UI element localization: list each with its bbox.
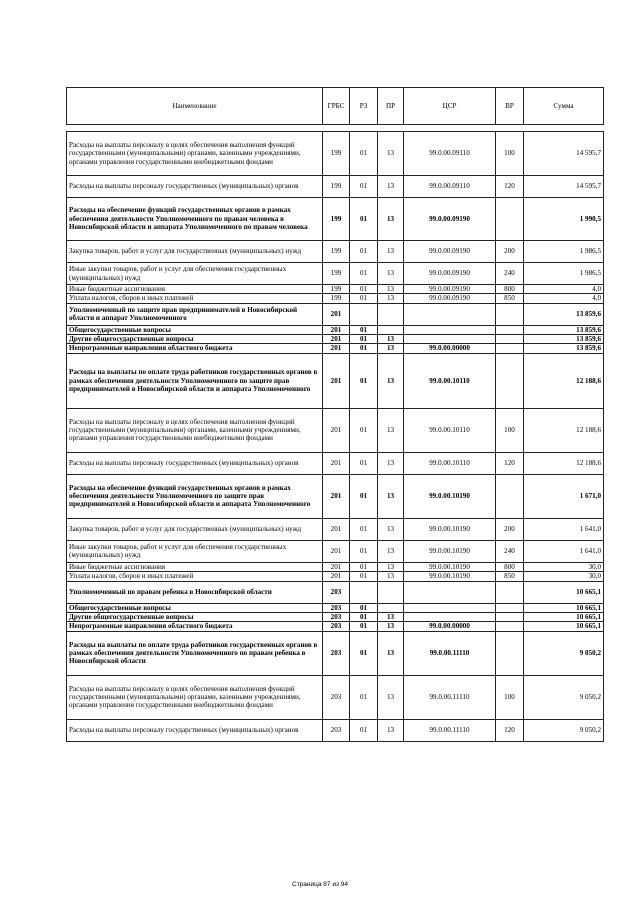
table-row bbox=[67, 241, 604, 263]
cell-rz: 01 bbox=[350, 353, 378, 408]
cell-vr: 800 bbox=[496, 285, 524, 294]
cell-name: Уполномоченный по правам ребенка в Новосибирской области bbox=[67, 581, 323, 603]
table-row bbox=[67, 719, 604, 741]
cell-name: Уплата налогов, сборов и иных платежей bbox=[67, 572, 323, 581]
cell-vr bbox=[496, 198, 524, 241]
cell-csr: 99.0.00.11110 bbox=[404, 719, 496, 741]
table-row bbox=[67, 325, 604, 334]
cell-pr: 13 bbox=[378, 353, 404, 408]
cell-csr: 99.0.00.09190 bbox=[404, 198, 496, 241]
cell-grbs: 201 bbox=[323, 408, 350, 452]
cell-sum: 1 641,0 bbox=[524, 540, 604, 562]
cell-rz: 01 bbox=[350, 408, 378, 452]
cell-grbs: 199 bbox=[323, 176, 350, 198]
cell-rz: 01 bbox=[350, 325, 378, 334]
table-row bbox=[67, 132, 604, 176]
cell-vr bbox=[496, 303, 524, 325]
cell-rz: 01 bbox=[350, 474, 378, 518]
header-grbs: ГРБС bbox=[323, 88, 350, 125]
cell-grbs: 199 bbox=[323, 263, 350, 285]
cell-pr: 13 bbox=[378, 474, 404, 518]
cell-grbs: 201 bbox=[323, 344, 350, 353]
cell-grbs: 201 bbox=[323, 562, 350, 571]
cell-rz: 01 bbox=[350, 719, 378, 741]
cell-csr: 99.0.00.09110 bbox=[404, 176, 496, 198]
cell-csr: 99.0.00.11110 bbox=[404, 675, 496, 719]
cell-name: Иные бюджетные ассигнования bbox=[67, 285, 323, 294]
cell-rz: 01 bbox=[350, 603, 378, 612]
cell-csr: 99.0.00.09190 bbox=[404, 294, 496, 303]
cell-rz: 01 bbox=[350, 631, 378, 675]
table-row bbox=[67, 474, 604, 518]
table-row bbox=[67, 518, 604, 540]
cell-csr: 99.0.00.09190 bbox=[404, 263, 496, 285]
cell-sum: 1 671,0 bbox=[524, 474, 604, 518]
cell-grbs: 199 bbox=[323, 241, 350, 263]
cell-csr: 99.0.00.10190 bbox=[404, 518, 496, 540]
cell-vr bbox=[496, 612, 524, 621]
cell-name: Расходы на выплаты персоналу государственных (муниципальных) органов bbox=[67, 719, 323, 741]
cell-csr: 99.0.00.10190 bbox=[404, 474, 496, 518]
table-row bbox=[67, 344, 604, 353]
cell-sum: 1 641,0 bbox=[524, 518, 604, 540]
cell-grbs: 203 bbox=[323, 581, 350, 603]
cell-sum: 12 188,6 bbox=[524, 353, 604, 408]
cell-sum: 12 188,6 bbox=[524, 452, 604, 474]
cell-pr: 13 bbox=[378, 408, 404, 452]
cell-name: Другие общегосударственные вопросы bbox=[67, 335, 323, 344]
cell-pr: 13 bbox=[378, 241, 404, 263]
cell-rz: 01 bbox=[350, 675, 378, 719]
cell-pr: 13 bbox=[378, 132, 404, 176]
cell-vr: 100 bbox=[496, 132, 524, 176]
cell-sum: 14 595,7 bbox=[524, 176, 604, 198]
cell-name: Другие общегосударственные вопросы bbox=[67, 612, 323, 621]
cell-rz: 01 bbox=[350, 572, 378, 581]
cell-sum: 13 859,6 bbox=[524, 344, 604, 353]
cell-csr bbox=[404, 335, 496, 344]
cell-name: Расходы на выплаты персоналу государственных (муниципальных) органов bbox=[67, 176, 323, 198]
header-name: Наименование bbox=[67, 88, 323, 125]
cell-pr: 13 bbox=[378, 631, 404, 675]
cell-sum: 14 595,7 bbox=[524, 132, 604, 176]
cell-csr bbox=[404, 581, 496, 603]
cell-pr: 13 bbox=[378, 176, 404, 198]
cell-rz: 01 bbox=[350, 176, 378, 198]
cell-rz: 01 bbox=[350, 335, 378, 344]
cell-rz bbox=[350, 581, 378, 603]
cell-pr bbox=[378, 303, 404, 325]
cell-vr: 200 bbox=[496, 241, 524, 263]
page-footer: Страница 87 из 94 bbox=[292, 881, 348, 888]
cell-name: Расходы на выплаты персоналу в целях обеспечения выполнения функций государственными (муниципальными) органами, казенными учреждениями, органами управления государственными внебюджетными фондами bbox=[67, 675, 323, 719]
header-sum: Сумма bbox=[524, 88, 604, 125]
cell-grbs: 201 bbox=[323, 572, 350, 581]
cell-name: Общегосударственные вопросы bbox=[67, 325, 323, 334]
cell-sum: 1 986,5 bbox=[524, 241, 604, 263]
cell-csr: 99.0.00.09110 bbox=[404, 132, 496, 176]
table-row bbox=[67, 675, 604, 719]
table-row bbox=[67, 581, 604, 603]
cell-name: Иные бюджетные ассигнования bbox=[67, 562, 323, 571]
cell-vr: 120 bbox=[496, 719, 524, 741]
cell-sum: 1 990,5 bbox=[524, 198, 604, 241]
cell-rz: 01 bbox=[350, 344, 378, 353]
cell-name: Иные закупки товаров, работ и услуг для обеспечения государственных (муниципальных) нужд bbox=[67, 540, 323, 562]
cell-pr: 13 bbox=[378, 335, 404, 344]
cell-sum: 12 188,6 bbox=[524, 408, 604, 452]
cell-pr: 13 bbox=[378, 572, 404, 581]
table-row bbox=[67, 335, 604, 344]
cell-vr bbox=[496, 325, 524, 334]
cell-grbs: 203 bbox=[323, 675, 350, 719]
cell-rz: 01 bbox=[350, 263, 378, 285]
cell-pr: 13 bbox=[378, 294, 404, 303]
cell-csr: 99.0.00.09190 bbox=[404, 285, 496, 294]
table-row bbox=[67, 562, 604, 571]
cell-name: Расходы на выплаты по оплате труда работников государственных органов в рамках обеспечения деятельности Уполномоченного по защите прав предпринимателей в Новосибирской области и аппарата Уполномоченного bbox=[67, 353, 323, 408]
cell-rz: 01 bbox=[350, 241, 378, 263]
cell-pr bbox=[378, 603, 404, 612]
cell-pr: 13 bbox=[378, 622, 404, 631]
cell-csr: 99.0.00.10110 bbox=[404, 353, 496, 408]
cell-grbs: 199 bbox=[323, 294, 350, 303]
cell-pr: 13 bbox=[378, 344, 404, 353]
cell-grbs: 199 bbox=[323, 285, 350, 294]
cell-vr: 100 bbox=[496, 408, 524, 452]
header-rz: РЗ bbox=[350, 88, 378, 125]
cell-rz bbox=[350, 303, 378, 325]
cell-sum: 13 859,6 bbox=[524, 303, 604, 325]
cell-vr bbox=[496, 581, 524, 603]
cell-vr: 240 bbox=[496, 263, 524, 285]
cell-pr bbox=[378, 325, 404, 334]
cell-csr bbox=[404, 303, 496, 325]
cell-vr bbox=[496, 603, 524, 612]
header-gap-row bbox=[67, 125, 604, 132]
header-vr: ВР bbox=[496, 88, 524, 125]
cell-grbs: 203 bbox=[323, 612, 350, 621]
cell-name: Закупка товаров, работ и услуг для государственных (муниципальных) нужд bbox=[67, 241, 323, 263]
table-row bbox=[67, 353, 604, 408]
cell-rz: 01 bbox=[350, 294, 378, 303]
cell-vr: 100 bbox=[496, 675, 524, 719]
cell-csr bbox=[404, 325, 496, 334]
cell-name: Уплата налогов, сборов и иных платежей bbox=[67, 294, 323, 303]
cell-name: Расходы на выплаты по оплате труда работников государственных органов в рамках обеспечения деятельности Уполномоченного по правам ребенка в Новосибирской области bbox=[67, 631, 323, 675]
table-row bbox=[67, 631, 604, 675]
cell-grbs: 201 bbox=[323, 353, 350, 408]
cell-rz: 01 bbox=[350, 452, 378, 474]
cell-csr bbox=[404, 612, 496, 621]
cell-name: Расходы на обеспечение функций государственных органов в рамках обеспечения деятельности Уполномоченного по защите прав предпринимателей в Новосибирской области и аппарата Уполномоченного bbox=[67, 474, 323, 518]
cell-name: Расходы на обеспечение функций государственных органов в рамках обеспечения деятельности Уполномоченного по правам человека в Новосибирской области и аппарата Уполномоченного по правам человека bbox=[67, 198, 323, 241]
cell-pr bbox=[378, 581, 404, 603]
cell-vr bbox=[496, 631, 524, 675]
cell-csr bbox=[404, 603, 496, 612]
cell-sum: 9 050,2 bbox=[524, 631, 604, 675]
cell-pr: 13 bbox=[378, 518, 404, 540]
cell-csr: 99.0.00.10190 bbox=[404, 540, 496, 562]
table-header-row bbox=[67, 88, 604, 125]
table-row bbox=[67, 572, 604, 581]
cell-sum: 10 665,1 bbox=[524, 622, 604, 631]
table-row bbox=[67, 294, 604, 303]
cell-vr bbox=[496, 344, 524, 353]
cell-vr bbox=[496, 353, 524, 408]
cell-name: Расходы на выплаты персоналу государственных (муниципальных) органов bbox=[67, 452, 323, 474]
cell-rz: 01 bbox=[350, 562, 378, 571]
cell-csr: 99.0.00.00000 bbox=[404, 622, 496, 631]
cell-vr bbox=[496, 622, 524, 631]
cell-grbs: 201 bbox=[323, 518, 350, 540]
cell-rz: 01 bbox=[350, 518, 378, 540]
cell-csr: 99.0.00.11110 bbox=[404, 631, 496, 675]
cell-grbs: 203 bbox=[323, 719, 350, 741]
cell-name: Непрограммные направления областного бюджета bbox=[67, 622, 323, 631]
cell-rz: 01 bbox=[350, 132, 378, 176]
cell-csr: 99.0.00.09190 bbox=[404, 241, 496, 263]
cell-pr: 13 bbox=[378, 719, 404, 741]
table-row bbox=[67, 622, 604, 631]
cell-sum: 10 665,1 bbox=[524, 603, 604, 612]
cell-vr: 200 bbox=[496, 518, 524, 540]
cell-grbs: 201 bbox=[323, 335, 350, 344]
cell-vr: 240 bbox=[496, 540, 524, 562]
header-pr: ПР bbox=[378, 88, 404, 125]
cell-grbs: 201 bbox=[323, 452, 350, 474]
table-row bbox=[67, 303, 604, 325]
cell-name: Уполномоченный по защите прав предпринимателей в Новосибирской области и аппарат Уполномоченного bbox=[67, 303, 323, 325]
cell-grbs: 203 bbox=[323, 631, 350, 675]
cell-rz: 01 bbox=[350, 198, 378, 241]
cell-sum: 9 050,2 bbox=[524, 675, 604, 719]
cell-grbs: 203 bbox=[323, 622, 350, 631]
cell-vr bbox=[496, 474, 524, 518]
table-row bbox=[67, 540, 604, 562]
cell-pr: 13 bbox=[378, 562, 404, 571]
cell-grbs: 199 bbox=[323, 132, 350, 176]
cell-rz: 01 bbox=[350, 612, 378, 621]
cell-rz: 01 bbox=[350, 622, 378, 631]
cell-pr: 13 bbox=[378, 540, 404, 562]
cell-name: Закупка товаров, работ и услуг для государственных (муниципальных) нужд bbox=[67, 518, 323, 540]
cell-vr: 120 bbox=[496, 176, 524, 198]
table-row bbox=[67, 612, 604, 621]
cell-csr: 99.0.00.10190 bbox=[404, 572, 496, 581]
cell-grbs: 201 bbox=[323, 303, 350, 325]
cell-rz: 01 bbox=[350, 285, 378, 294]
table-row bbox=[67, 452, 604, 474]
cell-name: Расходы на выплаты персоналу в целях обеспечения выполнения функций государственными (муниципальными) органами, казенными учреждениями, органами управления государственными внебюджетными фондами bbox=[67, 132, 323, 176]
cell-vr bbox=[496, 335, 524, 344]
header-csr: ЦСР bbox=[404, 88, 496, 125]
cell-csr: 99.0.00.10190 bbox=[404, 562, 496, 571]
cell-grbs: 203 bbox=[323, 603, 350, 612]
cell-pr: 13 bbox=[378, 452, 404, 474]
cell-grbs: 199 bbox=[323, 198, 350, 241]
cell-pr: 13 bbox=[378, 198, 404, 241]
cell-csr: 99.0.00.10110 bbox=[404, 452, 496, 474]
cell-pr: 13 bbox=[378, 612, 404, 621]
cell-csr: 99.0.00.10110 bbox=[404, 408, 496, 452]
cell-sum: 13 859,6 bbox=[524, 335, 604, 344]
cell-sum: 9 050,2 bbox=[524, 719, 604, 741]
table-body bbox=[67, 132, 604, 742]
cell-sum: 13 859,6 bbox=[524, 325, 604, 334]
cell-vr: 850 bbox=[496, 572, 524, 581]
table-row bbox=[67, 198, 604, 241]
table-row bbox=[67, 603, 604, 612]
cell-grbs: 201 bbox=[323, 540, 350, 562]
cell-sum: 10 665,1 bbox=[524, 581, 604, 603]
cell-vr: 800 bbox=[496, 562, 524, 571]
cell-sum: 30,0 bbox=[524, 572, 604, 581]
cell-sum: 4,0 bbox=[524, 285, 604, 294]
cell-sum: 10 665,1 bbox=[524, 612, 604, 621]
table-row bbox=[67, 176, 604, 198]
cell-csr: 99.0.00.00000 bbox=[404, 344, 496, 353]
cell-pr: 13 bbox=[378, 285, 404, 294]
cell-name: Непрограммные направления областного бюджета bbox=[67, 344, 323, 353]
table-row bbox=[67, 285, 604, 294]
budget-table bbox=[66, 87, 604, 742]
cell-sum: 30,0 bbox=[524, 562, 604, 571]
cell-sum: 1 986,5 bbox=[524, 263, 604, 285]
cell-vr: 120 bbox=[496, 452, 524, 474]
cell-grbs: 201 bbox=[323, 325, 350, 334]
cell-vr: 850 bbox=[496, 294, 524, 303]
cell-name: Общегосударственные вопросы bbox=[67, 603, 323, 612]
cell-name: Расходы на выплаты персоналу в целях обеспечения выполнения функций государственными (муниципальными) органами, казенными учреждениями, органами управления государственными внебюджетными фондами bbox=[67, 408, 323, 452]
cell-pr: 13 bbox=[378, 675, 404, 719]
table-row bbox=[67, 408, 604, 452]
table-row bbox=[67, 263, 604, 285]
cell-grbs: 201 bbox=[323, 474, 350, 518]
cell-name: Иные закупки товаров, работ и услуг для обеспечения государственных (муниципальных) нужд bbox=[67, 263, 323, 285]
cell-rz: 01 bbox=[350, 540, 378, 562]
cell-pr: 13 bbox=[378, 263, 404, 285]
cell-sum: 4,0 bbox=[524, 294, 604, 303]
